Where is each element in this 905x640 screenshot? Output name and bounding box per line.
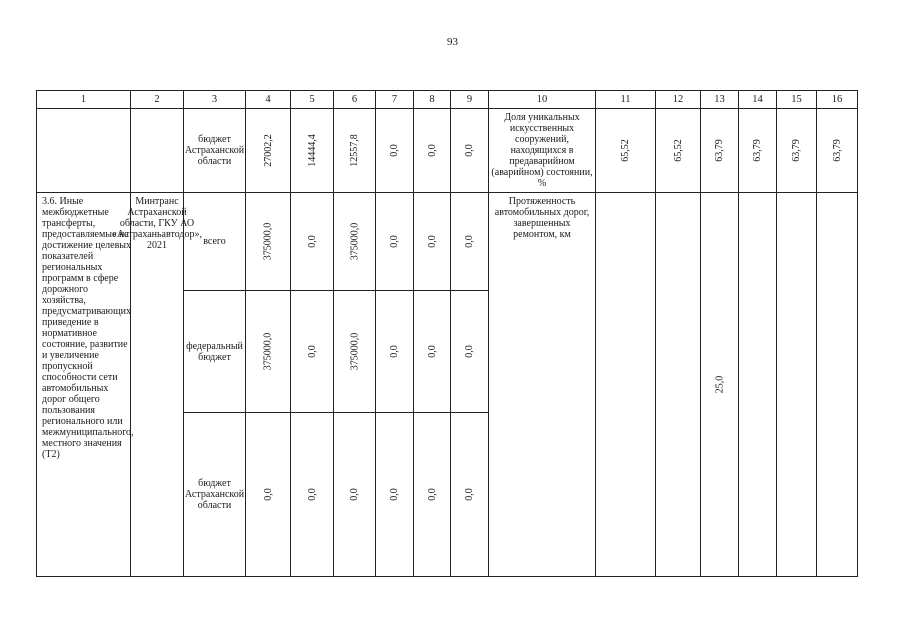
row0-indicator-name: [488, 108, 595, 192]
header-col-16: [816, 90, 857, 108]
section-row3-value-col7-text: 0,0: [389, 488, 400, 501]
header-col-8: [413, 90, 450, 108]
table-right-border: [857, 90, 858, 577]
section-indicator-col16: [816, 192, 857, 576]
header-col-11: [595, 90, 655, 108]
row0-col3: [183, 108, 245, 192]
section-row1-value-col6-text: 375000,0: [349, 222, 360, 261]
header-col-15: [776, 90, 816, 108]
section-row1-value-col5: [290, 192, 333, 290]
section-indicator-name: [488, 192, 595, 576]
header-col-2-text: 2: [154, 94, 160, 105]
section-executor: [112, 192, 203, 576]
section-row1-value-col8: [413, 192, 450, 290]
section-row3-value-col6: [333, 412, 375, 576]
row0-col2: [130, 108, 183, 192]
row0-value-col6-text: 12557,8: [349, 134, 360, 167]
header-col-7-text: 7: [391, 94, 398, 105]
header-col-6: [333, 90, 375, 108]
row0-indicator-col15-text: 63,79: [791, 139, 802, 162]
section-row2-value-col5-text: 0,0: [306, 345, 318, 358]
row0-indicator-col11: [595, 108, 655, 192]
row0-col3-text: бюджет Астраханской области: [184, 134, 245, 167]
section-indicator-col14: [738, 192, 776, 576]
header-col-16-text: 16: [831, 94, 843, 105]
table-bottom-border: [36, 576, 858, 577]
header-col-5: [290, 90, 333, 108]
section-indicator-col13: [700, 192, 738, 576]
header-col-10-text: 10: [536, 94, 548, 105]
section-indicator-col12: [655, 192, 700, 576]
section-row3-source: [183, 412, 245, 576]
row0-indicator-col14-text: 63,79: [752, 139, 763, 162]
row0-indicator-col13-text: 63,79: [714, 139, 725, 162]
section-row3-value-col4: [245, 412, 290, 576]
section-row2-value-col9-text: 0,0: [464, 345, 475, 358]
section-row2-value-col6-text: 375000,0: [349, 332, 360, 371]
section-row2-source-text: федеральный бюджет: [186, 340, 243, 363]
section-row2-value-col5: [290, 290, 333, 412]
section-row3-value-col9-text: 0,0: [464, 488, 475, 501]
section-row3-value-col5: [290, 412, 333, 576]
section-row3-value-col6-text: 0,0: [349, 488, 360, 501]
page-number: 93: [447, 36, 458, 48]
header-col-14-text: 14: [752, 94, 763, 105]
section-row2-value-col6: [333, 290, 375, 412]
header-col-6-text: 6: [351, 94, 358, 105]
section-row1-value-col7: [375, 192, 413, 290]
header-col-15-text: 15: [791, 94, 802, 105]
row0-value-col6: [333, 108, 375, 192]
row0-value-col8: [413, 108, 450, 192]
section-row1-source: [183, 192, 245, 290]
header-col-12: [655, 90, 700, 108]
section-row3-value-col9: [450, 412, 488, 576]
header-col-3-text: 3: [211, 94, 218, 105]
section-row3-value-col8: [413, 412, 450, 576]
section-row1-value-col7-text: 0,0: [389, 235, 400, 248]
section-row2-value-col4: [245, 290, 290, 412]
section-row1-value-col6: [333, 192, 375, 290]
section-row3-source-text: бюджет Астраханской области: [184, 478, 245, 511]
section-row3-value-col7: [375, 412, 413, 576]
row0-value-col4: [245, 108, 290, 192]
row0-value-col5-text: 14444,4: [306, 134, 318, 167]
header-col-8-text: 8: [429, 94, 435, 105]
row0-value-col8-text: 0,0: [426, 144, 438, 157]
section-row1-value-col4-text: 375000,0: [262, 222, 274, 261]
section-row1-value-col9-text: 0,0: [464, 235, 475, 248]
header-col-11-text: 11: [620, 94, 631, 105]
section-row2-value-col4-text: 375000,0: [262, 332, 274, 371]
row0-value-col7: [375, 108, 413, 192]
header-col-2: [130, 90, 183, 108]
section-row1-source-text: всего: [203, 236, 226, 247]
header-col-7: [375, 90, 413, 108]
section-row2-value-col7: [375, 290, 413, 412]
section-row2-value-col8: [413, 290, 450, 412]
header-col-12-text: 12: [672, 94, 684, 105]
row0-value-col9: [450, 108, 488, 192]
section-indicator-col13-text: 25,0: [714, 375, 725, 394]
header-col-4-text: 4: [265, 94, 271, 105]
section-row1-value-col8-text: 0,0: [426, 235, 438, 248]
header-col-1: [36, 90, 130, 108]
row0-indicator-col12: [655, 108, 700, 192]
section-indicator-col11: [595, 192, 655, 576]
section-indicator-name-text: Протяженность автомобильных дорог, завершенных ремонтом, км: [494, 196, 590, 240]
section-row3-value-col4-text: 0,0: [262, 488, 274, 501]
header-col-13-text: 13: [714, 94, 725, 105]
header-col-3: [183, 90, 245, 108]
section-executor-text: Минтранс Астраханской области, ГКУ АО «Астраханьавтодор», 2021: [112, 196, 203, 251]
section-row1-value-col9: [450, 192, 488, 290]
section-indicator-col15: [776, 192, 816, 576]
section-row3-value-col8-text: 0,0: [426, 488, 438, 501]
header-col-9: [450, 90, 488, 108]
section-title-text: 3.6. Иные межбюджетные трансферты, предоставляемые на достижение целевых показателей региональных программ в сфере дорожного хозяйства, предусматривающих приведение в нормативное состояние, развитие и увеличение пропускной способности сети автомобильных дорог общего пользования регионального или межмуниципального, местного значения (Т2): [42, 196, 134, 460]
row0-value-col4-text: 27002,2: [262, 134, 274, 167]
header-col-13: [700, 90, 738, 108]
row0-indicator-col14: [738, 108, 776, 192]
row0-indicator-col16: [816, 108, 857, 192]
section-row2-source: [183, 290, 245, 412]
row0-indicator-col12-text: 65,52: [672, 139, 684, 162]
header-col-4: [245, 90, 290, 108]
section-row2-value-col9: [450, 290, 488, 412]
row0-indicator-col15: [776, 108, 816, 192]
header-col-5-text: 5: [309, 94, 315, 105]
section-row3-value-col5-text: 0,0: [306, 488, 318, 501]
header-col-14: [738, 90, 776, 108]
row0-indicator-col13: [700, 108, 738, 192]
row0-indicator-name-text: Доля уникальных искусственных сооружений, находящихся в предаварийном (аварийном) состоянии, %: [491, 112, 593, 189]
row0-col1: [36, 108, 130, 192]
header-col-9-text: 9: [466, 94, 473, 105]
header-col-1-text: 1: [80, 94, 87, 105]
row0-value-col7-text: 0,0: [389, 144, 400, 157]
row0-value-col9-text: 0,0: [464, 144, 475, 157]
section-row2-value-col8-text: 0,0: [426, 345, 438, 358]
section-row1-value-col4: [245, 192, 290, 290]
header-col-10: [488, 90, 595, 108]
row0-indicator-col16-text: 63,79: [831, 139, 843, 162]
section-row1-value-col5-text: 0,0: [306, 235, 318, 248]
row0-value-col5: [290, 108, 333, 192]
section-row2-value-col7-text: 0,0: [389, 345, 400, 358]
row0-indicator-col11-text: 65,52: [620, 139, 631, 162]
